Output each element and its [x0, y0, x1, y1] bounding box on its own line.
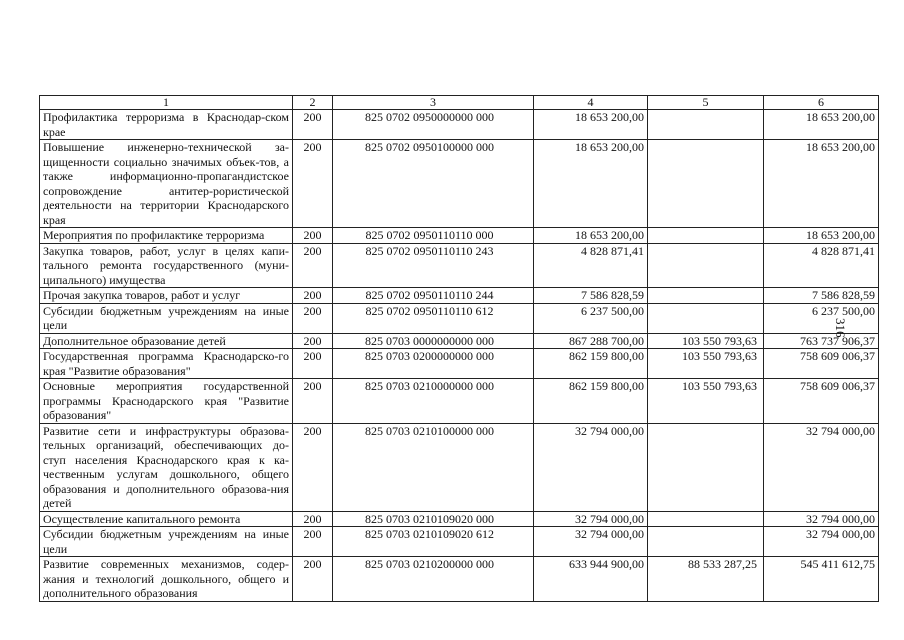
row-name-cell: Субсидии бюджетным учреждениям на иные цели [40, 527, 293, 557]
table-row [40, 379, 879, 424]
budget-table [39, 95, 879, 602]
row-name-cell: Дополнительное образование детей [40, 333, 293, 349]
row-name-cell: Развитие современных механизмов, содер-жания и технологий дошкольного, общего и дополнительного образования [40, 557, 293, 602]
table-row [40, 243, 879, 288]
row-amount-cell: 18 653 200,00 [534, 228, 648, 244]
column-header: 5 [648, 96, 764, 110]
row-total-cell: 7 586 828,59 [764, 288, 879, 304]
row-code-cell: 200 [293, 527, 333, 557]
row-total-cell: 18 653 200,00 [764, 140, 879, 228]
row-name-cell: Мероприятия по профилактике терроризма [40, 228, 293, 244]
table-row [40, 557, 879, 602]
row-code-cell: 200 [293, 379, 333, 424]
column-header: 1 [40, 96, 293, 110]
row-change-cell: 88 533 287,25 [648, 557, 764, 602]
row-kbk-cell: 825 0703 0210000000 000 [333, 379, 534, 424]
row-change-cell [648, 110, 764, 140]
column-header: 4 [534, 96, 648, 110]
row-amount-cell: 18 653 200,00 [534, 110, 648, 140]
row-change-cell [648, 423, 764, 511]
row-amount-cell: 862 159 800,00 [534, 379, 648, 424]
row-name-cell: Государственная программа Краснодарско-го края "Развитие образования" [40, 349, 293, 379]
row-change-cell: 103 550 793,63 [648, 349, 764, 379]
row-code-cell: 200 [293, 349, 333, 379]
table-row [40, 423, 879, 511]
row-code-cell: 200 [293, 557, 333, 602]
row-kbk-cell: 825 0703 0210200000 000 [333, 557, 534, 602]
table-row [40, 288, 879, 304]
row-kbk-cell: 825 0702 0950110110 612 [333, 303, 534, 333]
row-code-cell: 200 [293, 303, 333, 333]
page-number: 316 [833, 318, 848, 338]
row-total-cell: 545 411 612,75 [764, 557, 879, 602]
row-total-cell: 32 794 000,00 [764, 423, 879, 511]
row-amount-cell: 32 794 000,00 [534, 527, 648, 557]
row-total-cell: 32 794 000,00 [764, 527, 879, 557]
row-change-cell [648, 303, 764, 333]
table-row [40, 228, 879, 244]
row-change-cell [648, 288, 764, 304]
row-name-cell: Основные мероприятия государственной программы Краснодарского края "Развитие образования" [40, 379, 293, 424]
row-kbk-cell: 825 0702 0950000000 000 [333, 110, 534, 140]
row-code-cell: 200 [293, 511, 333, 527]
row-kbk-cell: 825 0703 0210109020 612 [333, 527, 534, 557]
row-code-cell: 200 [293, 110, 333, 140]
row-total-cell: 4 828 871,41 [764, 243, 879, 288]
row-name-cell: Осуществление капитального ремонта [40, 511, 293, 527]
row-kbk-cell: 825 0702 0950110110 000 [333, 228, 534, 244]
row-amount-cell: 4 828 871,41 [534, 243, 648, 288]
row-name-cell: Развитие сети и инфраструктуры образова-тельных организаций, обеспечивающих до-ступ населения Краснодарского края к ка-чественным услугам дошкольного, общего образования и дополнительного образова-ния детей [40, 423, 293, 511]
row-name-cell: Прочая закупка товаров, работ и услуг [40, 288, 293, 304]
row-code-cell: 200 [293, 243, 333, 288]
row-total-cell: 6 237 500,00 [764, 303, 879, 333]
row-amount-cell: 6 237 500,00 [534, 303, 648, 333]
table-row [40, 511, 879, 527]
row-amount-cell: 867 288 700,00 [534, 333, 648, 349]
row-change-cell [648, 511, 764, 527]
row-code-cell: 200 [293, 140, 333, 228]
row-name-cell: Повышение инженерно-технической за-щищенности социально значимых объек-тов, а также информационно-пропагандистское сопровождение антитер-рористической деятельности на территории Краснодарского края [40, 140, 293, 228]
column-header: 3 [333, 96, 534, 110]
row-code-cell: 200 [293, 423, 333, 511]
row-change-cell: 103 550 793,63 [648, 333, 764, 349]
row-change-cell [648, 228, 764, 244]
row-kbk-cell: 825 0702 0950110110 243 [333, 243, 534, 288]
row-code-cell: 200 [293, 333, 333, 349]
table-header-row [40, 96, 879, 110]
row-total-cell: 18 653 200,00 [764, 110, 879, 140]
table-row [40, 110, 879, 140]
row-code-cell: 200 [293, 228, 333, 244]
table-row [40, 140, 879, 228]
row-name-cell: Субсидии бюджетным учреждениям на иные цели [40, 303, 293, 333]
row-amount-cell: 18 653 200,00 [534, 140, 648, 228]
row-change-cell [648, 527, 764, 557]
row-total-cell: 18 653 200,00 [764, 228, 879, 244]
row-total-cell: 763 737 906,37 [764, 333, 879, 349]
row-kbk-cell: 825 0703 0000000000 000 [333, 333, 534, 349]
row-change-cell [648, 243, 764, 288]
row-amount-cell: 32 794 000,00 [534, 423, 648, 511]
row-total-cell: 32 794 000,00 [764, 511, 879, 527]
row-code-cell: 200 [293, 288, 333, 304]
row-kbk-cell: 825 0703 0210100000 000 [333, 423, 534, 511]
table-row [40, 333, 879, 349]
row-total-cell: 758 609 006,37 [764, 379, 879, 424]
row-amount-cell: 862 159 800,00 [534, 349, 648, 379]
row-total-cell: 758 609 006,37 [764, 349, 879, 379]
row-name-cell: Закупка товаров, работ, услуг в целях капи-тального ремонта государственного (муни-ципального) имущества [40, 243, 293, 288]
row-kbk-cell: 825 0703 0210109020 000 [333, 511, 534, 527]
table-row [40, 303, 879, 333]
budget-table-body [40, 96, 879, 602]
row-amount-cell: 32 794 000,00 [534, 511, 648, 527]
table-row [40, 527, 879, 557]
row-name-cell: Профилактика терроризма в Краснодар-ском крае [40, 110, 293, 140]
row-kbk-cell: 825 0702 0950100000 000 [333, 140, 534, 228]
column-header: 2 [293, 96, 333, 110]
column-header: 6 [764, 96, 879, 110]
row-change-cell: 103 550 793,63 [648, 379, 764, 424]
row-kbk-cell: 825 0702 0950110110 244 [333, 288, 534, 304]
row-change-cell [648, 140, 764, 228]
row-amount-cell: 7 586 828,59 [534, 288, 648, 304]
row-amount-cell: 633 944 900,00 [534, 557, 648, 602]
row-kbk-cell: 825 0703 0200000000 000 [333, 349, 534, 379]
table-row [40, 349, 879, 379]
